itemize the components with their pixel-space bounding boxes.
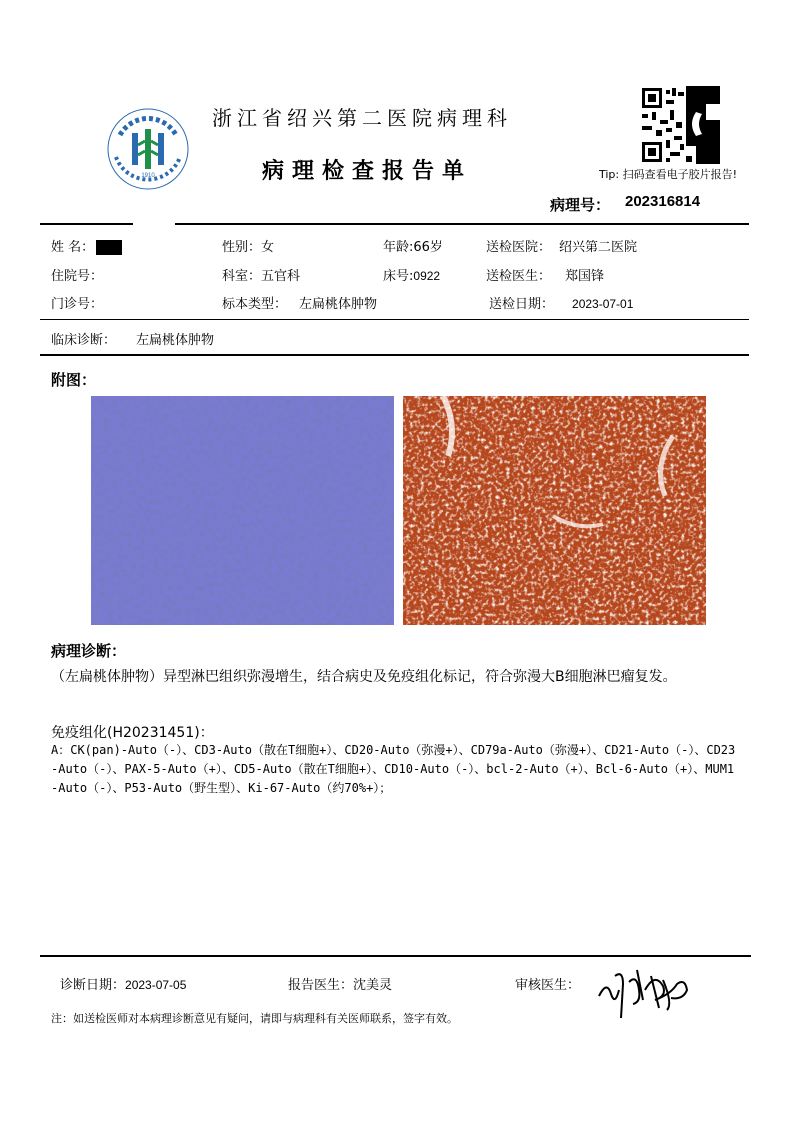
sending-date-label: 送检日期： bbox=[489, 297, 555, 312]
department-value: 五官科 bbox=[261, 269, 301, 284]
hospital-title: 浙江省绍兴第二医院病理科 bbox=[212, 106, 512, 130]
svg-text:1910: 1910 bbox=[141, 173, 155, 179]
sending-doctor-field bbox=[486, 265, 604, 284]
age-value: 66岁 bbox=[413, 240, 443, 255]
sending-doctor-value: 郑国锋 bbox=[565, 269, 605, 284]
divider-top-right bbox=[175, 223, 749, 225]
report-doctor-field bbox=[288, 974, 392, 993]
diagnosis-text: （左扁桃体肿物）异型淋巴组织弥漫增生，结合病史及免疫组化标记，符合弥漫大B细胞淋巴瘤复发。 bbox=[51, 669, 677, 685]
inpatient-label: 住院号： bbox=[51, 269, 104, 284]
hospital-logo bbox=[104, 105, 192, 193]
diagnosis-date-label: 诊断日期： bbox=[60, 978, 126, 993]
bed-field bbox=[383, 265, 440, 284]
department-field bbox=[222, 265, 300, 284]
gender-label: 性别： bbox=[222, 240, 262, 255]
divider-top-left bbox=[40, 223, 133, 225]
pathology-no-label: 病理号： bbox=[550, 196, 611, 214]
age-field bbox=[383, 236, 443, 255]
report-doctor-value: 沈美灵 bbox=[353, 978, 393, 993]
ihc-stain-micrograph bbox=[403, 396, 706, 625]
specimen-label: 标本类型： bbox=[222, 297, 288, 312]
inpatient-field bbox=[51, 265, 103, 284]
sending-doctor-label: 送检医生： bbox=[486, 269, 552, 284]
sending-hospital-value: 绍兴第二医院 bbox=[559, 240, 638, 255]
report-title: 病理检查报告单 bbox=[262, 159, 473, 184]
report-doctor-label: 报告医生： bbox=[288, 978, 354, 993]
name-field bbox=[51, 236, 122, 255]
handwritten-signature bbox=[593, 960, 693, 1020]
gender-field bbox=[222, 236, 274, 255]
name-redaction bbox=[96, 240, 122, 255]
pathology-no-value: 202316814 bbox=[625, 193, 701, 210]
bed-label: 床号: bbox=[383, 269, 414, 284]
he-stain-micrograph bbox=[91, 396, 394, 625]
diagnosis-date-field bbox=[60, 974, 186, 993]
clinical-label: 临床诊断： bbox=[51, 333, 117, 348]
clinical-value: 左扁桃体肿物 bbox=[136, 333, 215, 348]
sending-hospital-label: 送检医院： bbox=[486, 240, 552, 255]
divider-patient bbox=[40, 319, 749, 320]
outpatient-label: 门诊号： bbox=[51, 297, 104, 312]
sending-date-value: 2023-07-01 bbox=[572, 297, 634, 311]
diagnosis-date-value: 2023-07-05 bbox=[125, 978, 187, 992]
divider-clinical bbox=[40, 354, 749, 356]
qr-code-icon[interactable] bbox=[640, 86, 720, 164]
specimen-field bbox=[222, 293, 377, 312]
reviewer-field bbox=[515, 974, 580, 993]
bed-value: 0922 bbox=[413, 269, 441, 283]
divider-footer bbox=[40, 955, 751, 957]
name-label: 姓 名： bbox=[51, 240, 95, 255]
clinical-diagnosis-field bbox=[51, 329, 214, 348]
sending-date-field bbox=[489, 293, 633, 312]
department-label: 科室： bbox=[222, 269, 262, 284]
specimen-value: 左扁桃体肿物 bbox=[299, 297, 378, 312]
gender-value: 女 bbox=[261, 240, 275, 255]
immuno-text: A：CK(pan)-Auto（-）、CD3-Auto（散在T细胞+）、CD20-Auto（弥漫+）、CD79a-Auto（弥漫+）、CD21-Auto（-）、CD23-Auto（-）、PAX-5-Auto（+）、CD5-Auto（散在T细胞+）、CD10-Auto（-）、bcl-2-Auto（+）、Bcl-6-Auto（+）、MUM1-Auto（-）、P53-Auto（野生型）、Ki-67-Auto（约70%+）； bbox=[51, 743, 736, 795]
sending-hospital-field bbox=[486, 236, 637, 255]
qr-tip: Tip: 扫码查看电子胶片报告! bbox=[599, 168, 738, 181]
figures-label: 附图： bbox=[51, 371, 97, 389]
age-label: 年龄: bbox=[383, 240, 414, 255]
diagnosis-label: 病理诊断： bbox=[51, 642, 127, 660]
reviewer-label: 审核医生： bbox=[515, 978, 581, 993]
footer-note: 注：如送检医师对本病理诊断意见有疑问，请即与病理科有关医师联系，签字有效。 bbox=[51, 1012, 458, 1025]
immuno-title: 免疫组化(H20231451)： bbox=[51, 725, 214, 741]
outpatient-field bbox=[51, 293, 103, 312]
